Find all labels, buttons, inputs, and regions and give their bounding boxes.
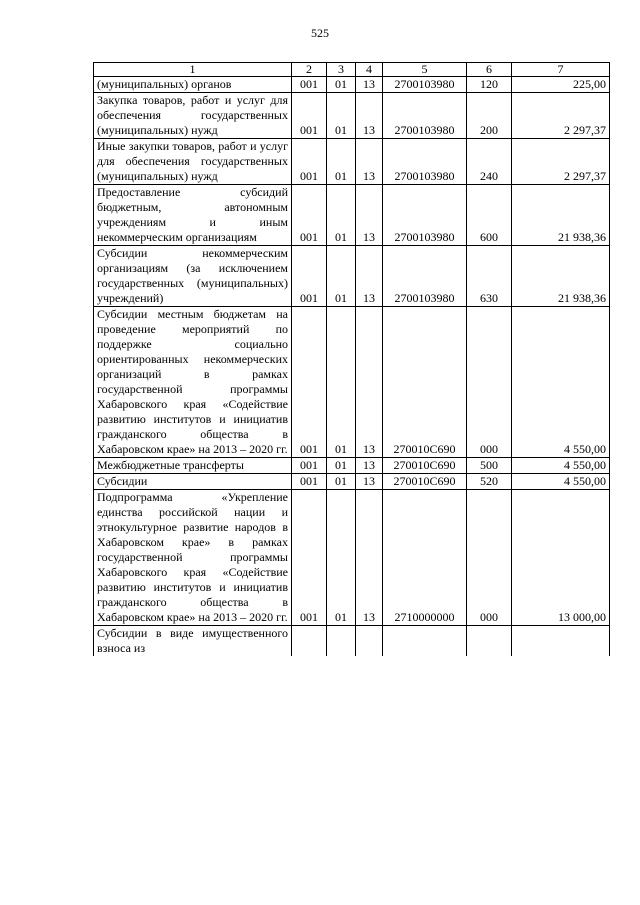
table-row [94, 77, 610, 93]
table-row [94, 139, 610, 185]
row-col4: 13 [356, 77, 383, 93]
header-col-4: 4 [356, 63, 383, 77]
row-col7 [512, 626, 610, 657]
row-name: Межбюджетные трансферты [94, 458, 292, 474]
row-name: Иные закупки товаров, работ и услуг для обеспечения государственных (муниципальных) нужд [94, 139, 292, 185]
row-col2 [292, 626, 327, 657]
row-col6: 500 [467, 458, 512, 474]
row-col5: 2700103980 [383, 93, 467, 139]
row-col7: 4 550,00 [512, 458, 610, 474]
table-row [94, 490, 610, 626]
row-col7: 225,00 [512, 77, 610, 93]
row-col4: 13 [356, 490, 383, 626]
row-col5: 270010С690 [383, 474, 467, 490]
header-col-5: 5 [383, 63, 467, 77]
row-col2: 001 [292, 490, 327, 626]
header-row [94, 63, 610, 77]
row-col4: 13 [356, 458, 383, 474]
row-col4: 13 [356, 307, 383, 458]
row-col2: 001 [292, 474, 327, 490]
row-col6: 520 [467, 474, 512, 490]
table-row [94, 307, 610, 458]
row-col4: 13 [356, 246, 383, 307]
row-col6 [467, 626, 512, 657]
table-row [94, 458, 610, 474]
row-col5 [383, 626, 467, 657]
page-number: 525 [311, 26, 329, 40]
row-col5: 2710000000 [383, 490, 467, 626]
row-col7: 4 550,00 [512, 307, 610, 458]
row-col4: 13 [356, 474, 383, 490]
row-col3: 01 [327, 77, 356, 93]
header-col-1: 1 [94, 63, 292, 77]
table-row [94, 246, 610, 307]
row-col6: 120 [467, 77, 512, 93]
row-col4: 13 [356, 93, 383, 139]
row-col6: 000 [467, 307, 512, 458]
row-col7: 21 938,36 [512, 185, 610, 246]
header-col-3: 3 [327, 63, 356, 77]
row-name: Субсидии некоммерческим организациям (за исключением государственных (муниципальных) учреждений) [94, 246, 292, 307]
row-col6: 600 [467, 185, 512, 246]
row-name: Предоставление субсидий бюджетным, автономным учреждениям и иным некоммерческим организациям [94, 185, 292, 246]
table-row [94, 474, 610, 490]
row-col2: 001 [292, 93, 327, 139]
row-col3: 01 [327, 490, 356, 626]
row-col3: 01 [327, 93, 356, 139]
row-col5: 270010С690 [383, 458, 467, 474]
row-col3: 01 [327, 474, 356, 490]
table-row [94, 626, 610, 657]
row-col6: 200 [467, 93, 512, 139]
header-col-6: 6 [467, 63, 512, 77]
row-col2: 001 [292, 246, 327, 307]
row-name: (муниципальных) органов [94, 77, 292, 93]
row-col4 [356, 626, 383, 657]
table-row [94, 185, 610, 246]
row-col2: 001 [292, 77, 327, 93]
row-col7: 2 297,37 [512, 93, 610, 139]
row-col2: 001 [292, 458, 327, 474]
row-col3 [327, 626, 356, 657]
row-col5: 2700103980 [383, 246, 467, 307]
header-col-2: 2 [292, 63, 327, 77]
row-col5: 2700103980 [383, 185, 467, 246]
row-col3: 01 [327, 458, 356, 474]
row-col5: 2700103980 [383, 139, 467, 185]
row-col7: 21 938,36 [512, 246, 610, 307]
row-name: Субсидии [94, 474, 292, 490]
row-col3: 01 [327, 185, 356, 246]
row-col2: 001 [292, 185, 327, 246]
table-row [94, 93, 610, 139]
row-name: Субсидии местным бюджетам на проведение мероприятий по поддержке социально ориентированных некоммерческих организаций в рамках государственной программы Хабаровского края «Содействие развитию институтов и инициатив гражданского общества в Хабаровском крае» на 2013 – 2020 гг. [94, 307, 292, 458]
header-col-7: 7 [512, 63, 610, 77]
row-col3: 01 [327, 307, 356, 458]
row-col3: 01 [327, 139, 356, 185]
row-col6: 000 [467, 490, 512, 626]
row-col7: 13 000,00 [512, 490, 610, 626]
row-col6: 240 [467, 139, 512, 185]
row-col4: 13 [356, 139, 383, 185]
row-col7: 4 550,00 [512, 474, 610, 490]
row-col3: 01 [327, 246, 356, 307]
row-name: Закупка товаров, работ и услуг для обеспечения государственных (муниципальных) нужд [94, 93, 292, 139]
row-col6: 630 [467, 246, 512, 307]
row-col5: 270010С690 [383, 307, 467, 458]
budget-table [93, 62, 610, 656]
row-col2: 001 [292, 139, 327, 185]
row-col2: 001 [292, 307, 327, 458]
row-name: Подпрограмма «Укрепление единства российской нации и этнокультурное развитие народов в Хабаровском крае» в рамках государственной программы Хабаровского края «Содействие развитию институтов и инициатив гражданского общества в Хабаровском крае» на 2013 – 2020 гг. [94, 490, 292, 626]
row-col7: 2 297,37 [512, 139, 610, 185]
row-name: Субсидии в виде имущественного взноса из [94, 626, 292, 657]
row-col5: 2700103980 [383, 77, 467, 93]
row-col4: 13 [356, 185, 383, 246]
